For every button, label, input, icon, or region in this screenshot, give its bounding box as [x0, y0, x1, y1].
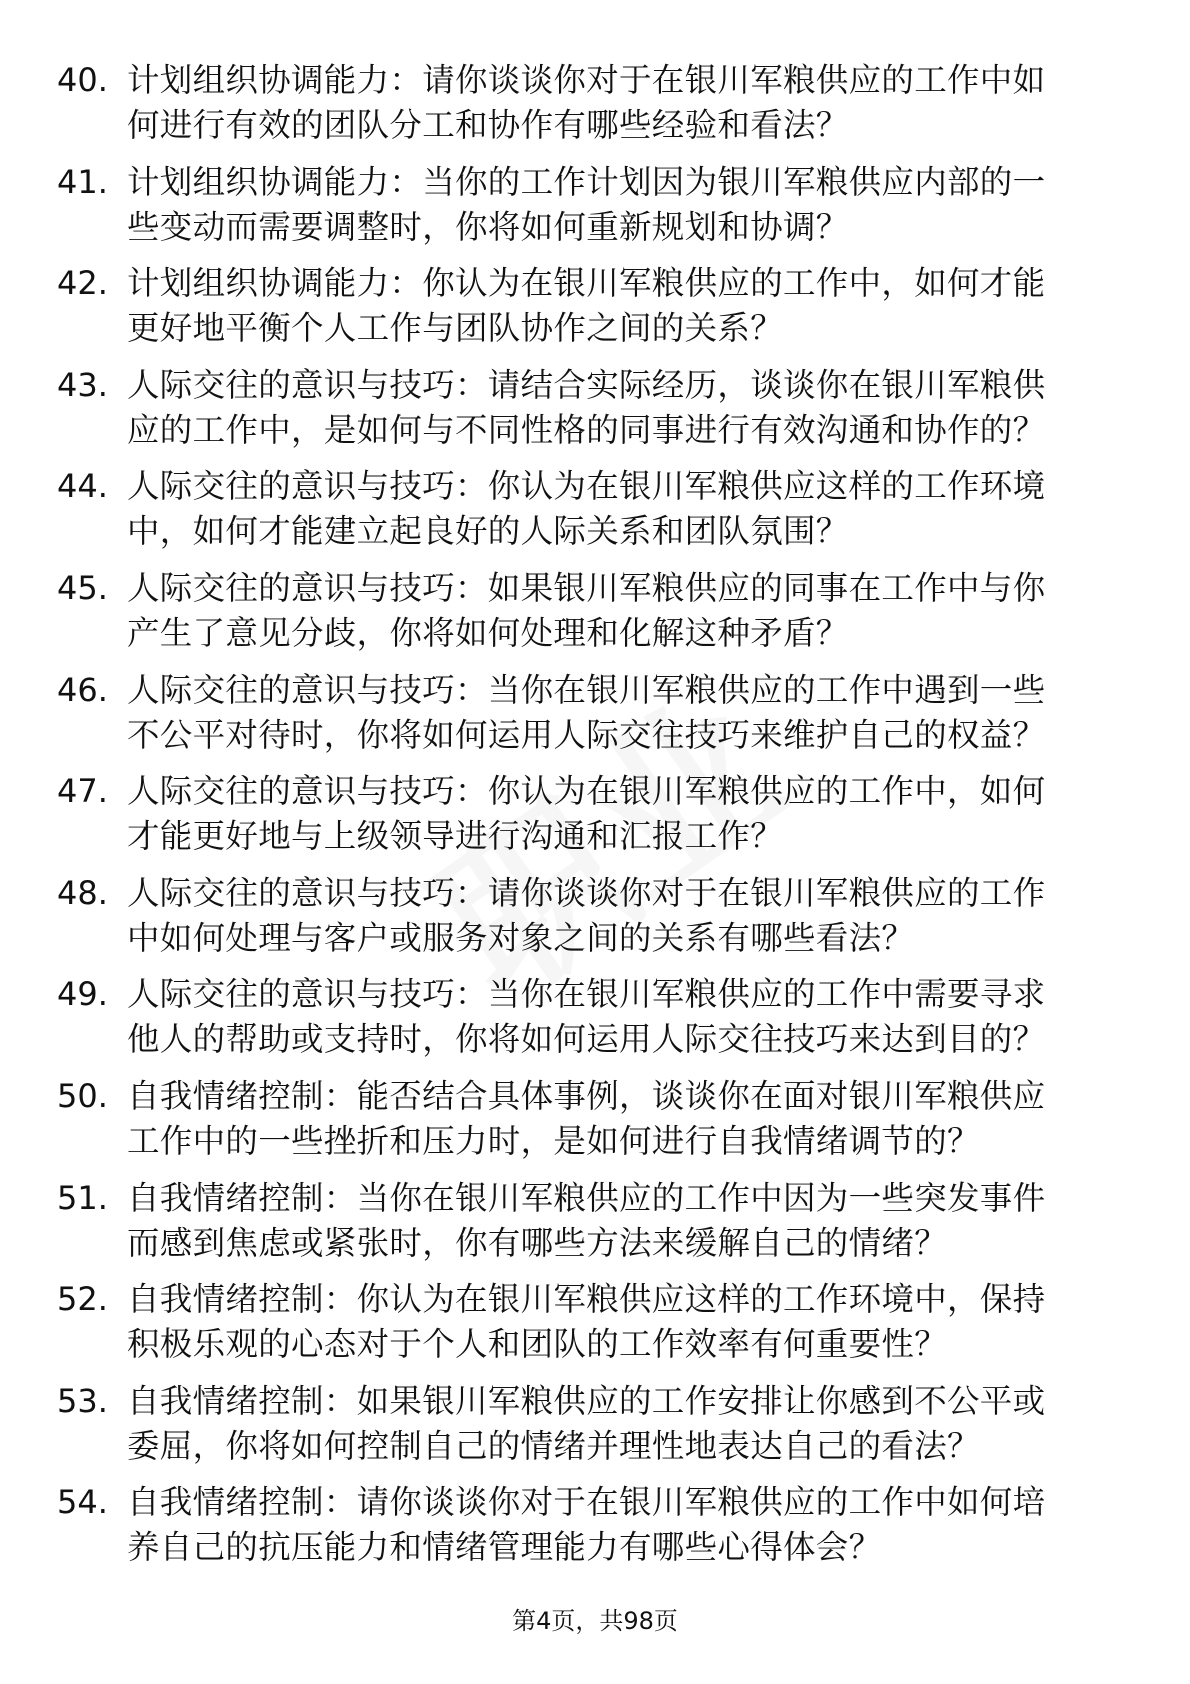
- question-item: [0, 1168, 1190, 1270]
- question-number: 47.: [57, 772, 108, 811]
- question-line: 养自己的抗压能力和情绪管理能力有哪些心得体会？: [127, 1528, 882, 1567]
- question-number: 53.: [57, 1381, 108, 1420]
- question-line: 应的工作中，是如何与不同性格的同事进行有效沟通和协作的？: [127, 410, 1046, 449]
- question-number: 54.: [57, 1483, 108, 1522]
- question-number: 46.: [57, 670, 108, 709]
- question-line: 才能更好地与上级领导进行沟通和汇报工作？: [127, 817, 784, 856]
- question-line: 自我情绪控制：当你在银川军粮供应的工作中因为一些突发事件: [127, 1178, 1046, 1217]
- question-line: 积极乐观的心态对于个人和团队的工作效率有何重要性？: [127, 1325, 948, 1364]
- question-line: 自我情绪控制：你认为在银川军粮供应这样的工作环境中，保持: [127, 1280, 1046, 1319]
- question-text: [127, 1176, 1112, 1266]
- question-item: [0, 1371, 1190, 1473]
- question-line: 人际交往的意识与技巧：当你在银川军粮供应的工作中需要寻求: [127, 975, 1046, 1014]
- question-number: 52.: [57, 1280, 108, 1319]
- question-line: 人际交往的意识与技巧：如果银川军粮供应的同事在工作中与你: [127, 568, 1046, 607]
- question-number: 49.: [57, 975, 108, 1014]
- question-line: 自我情绪控制：请你谈谈你对于在银川军粮供应的工作中如何培: [127, 1483, 1046, 1522]
- question-item: [0, 863, 1190, 965]
- question-line: 中，如何才能建立起良好的人际关系和团队氛围？: [127, 512, 849, 551]
- question-text: [127, 58, 1112, 148]
- question-item: [0, 558, 1190, 660]
- question-item: [0, 50, 1190, 152]
- question-line: 人际交往的意识与技巧：请结合实际经历，谈谈你在银川军粮供: [127, 365, 1046, 404]
- question-item: [0, 456, 1190, 558]
- question-number: 41.: [57, 162, 108, 201]
- question-item: [0, 1066, 1190, 1168]
- question-number: 43.: [57, 365, 108, 404]
- question-line: 计划组织协调能力：当你的工作计划因为银川军粮供应内部的一: [127, 162, 1046, 201]
- question-list: [0, 50, 1190, 1574]
- question-item: [0, 253, 1190, 355]
- question-text: [127, 1277, 1112, 1367]
- question-line: 自我情绪控制：如果银川军粮供应的工作安排让你感到不公平或: [127, 1381, 1046, 1420]
- question-text: [127, 972, 1112, 1062]
- page-footer: [0, 1605, 1190, 1637]
- question-number: 50.: [57, 1076, 108, 1115]
- question-number: 42.: [57, 264, 108, 303]
- question-number: 48.: [57, 873, 108, 912]
- question-line: 人际交往的意识与技巧：你认为在银川军粮供应这样的工作环境: [127, 467, 1046, 506]
- question-line: 更好地平衡个人工作与团队协作之间的关系？: [127, 309, 784, 348]
- question-line: 他人的帮助或支持时，你将如何运用人际交往技巧来达到目的？: [127, 1020, 1046, 1059]
- question-line: 人际交往的意识与技巧：当你在银川军粮供应的工作中遇到一些: [127, 670, 1046, 709]
- question-text: [127, 1379, 1112, 1469]
- question-line: 产生了意见分歧，你将如何处理和化解这种矛盾？: [127, 613, 849, 652]
- question-item: [0, 152, 1190, 254]
- question-text: [127, 871, 1112, 961]
- question-number: 40.: [57, 61, 108, 99]
- question-text: [127, 668, 1112, 758]
- question-number: 51.: [57, 1178, 108, 1217]
- question-text: [127, 1074, 1112, 1164]
- question-text: [127, 769, 1112, 859]
- question-text: [127, 363, 1112, 453]
- question-line: 计划组织协调能力：你认为在银川军粮供应的工作中，如何才能: [127, 264, 1046, 303]
- question-item: [0, 355, 1190, 457]
- question-line: 计划组织协调能力：请你谈谈你对于在银川军粮供应的工作中如: [127, 61, 1046, 99]
- question-text: [127, 160, 1112, 250]
- question-line: 自我情绪控制：能否结合具体事例，谈谈你在面对银川军粮供应: [127, 1076, 1046, 1115]
- question-text: [127, 261, 1112, 351]
- question-line: 人际交往的意识与技巧：请你谈谈你对于在银川军粮供应的工作: [127, 873, 1046, 912]
- question-line: 人际交往的意识与技巧：你认为在银川军粮供应的工作中，如何: [127, 772, 1046, 811]
- question-text: [127, 1480, 1112, 1570]
- question-item: [0, 761, 1190, 863]
- question-text: [127, 566, 1112, 656]
- question-line: 何进行有效的团队分工和协作有哪些经验和看法？: [127, 106, 849, 144]
- question-line: 委屈，你将如何控制自己的情绪并理性地表达自己的看法？: [127, 1426, 980, 1465]
- question-line: 而感到焦虑或紧张时，你有哪些方法来缓解自己的情绪？: [127, 1223, 948, 1262]
- question-number: 45.: [57, 568, 108, 607]
- question-item: [0, 1269, 1190, 1371]
- question-line: 工作中的一些挫折和压力时，是如何进行自我情绪调节的？: [127, 1121, 980, 1160]
- question-item: [0, 1472, 1190, 1574]
- question-text: [127, 464, 1112, 554]
- question-item: [0, 660, 1190, 762]
- question-line: 中如何处理与客户或服务对象之间的关系有哪些看法？: [127, 918, 915, 957]
- question-item: [0, 964, 1190, 1066]
- page-number-label: 第4页，共98页: [512, 1607, 678, 1635]
- question-line: 不公平对待时，你将如何运用人际交往技巧来维护自己的权益？: [127, 715, 1046, 754]
- question-line: 些变动而需要调整时，你将如何重新规划和协调？: [127, 207, 849, 246]
- question-number: 44.: [57, 467, 108, 506]
